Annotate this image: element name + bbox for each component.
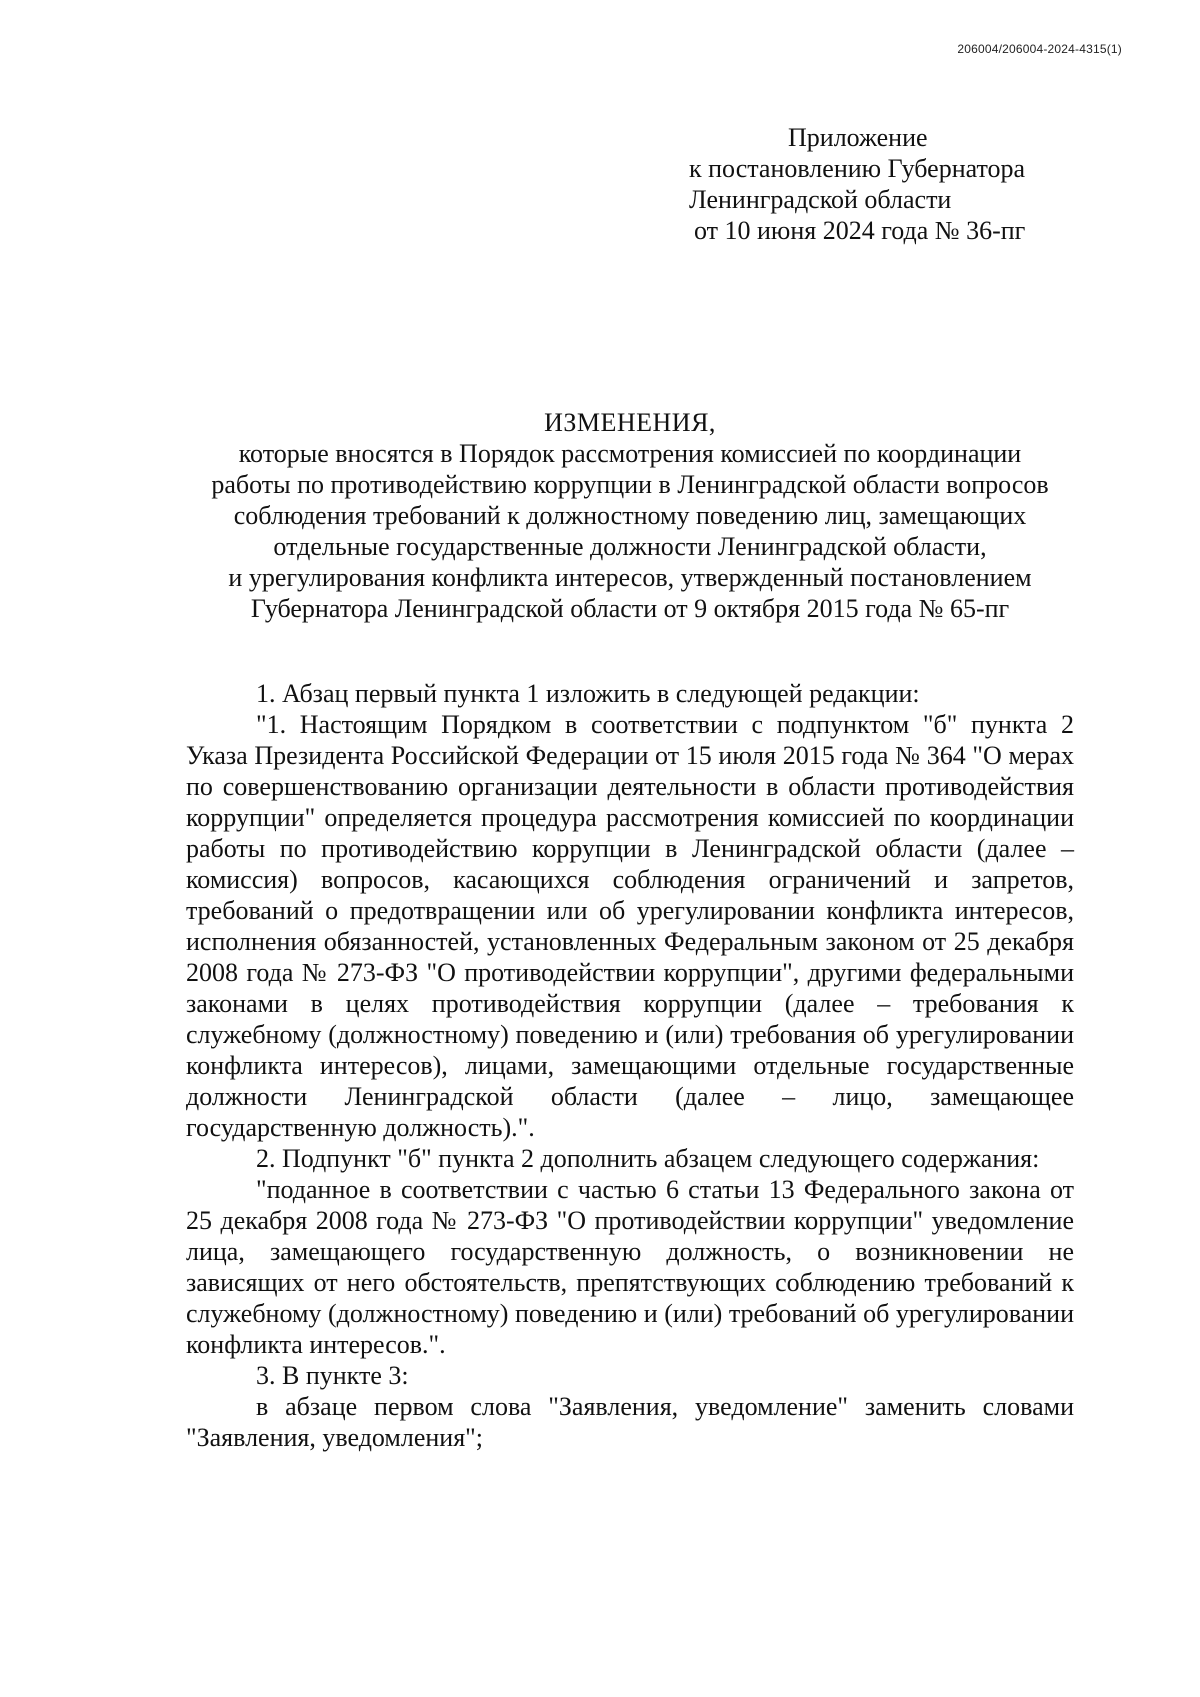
appendix-label: Приложение — [788, 123, 928, 152]
paragraph-item-2: 2. Подпункт "б" пункта 2 дополнить абзацем следующего содержания: — [256, 1144, 1040, 1173]
document-title — [186, 407, 1074, 624]
paragraph-item-2-text: "поданное в соответствии с частью 6 статьи 13 Федерального закона от 25 декабря 2008 года № 273-ФЗ "О противодействии коррупции" уведомление лица, замещающего государственную должность, о возникновении не зависящих от него обстоятельств, препятствующих соблюдению требований к служебному (должностному) поведению и (или) требований об урегулировании конфликта интересов.". — [186, 1175, 1074, 1359]
appendix-header — [689, 122, 1129, 246]
title-line: соблюдения требований к должностному поведению лиц, замещающих — [233, 501, 1027, 530]
paragraph-item-1-text: "1. Настоящим Порядком в соответствии с подпунктом "б" пункта 2 Указа Президента Российской Федерации от 15 июля 2015 года № 364 "О мерах по совершенствованию организации деятельности в области противодействия коррупции" определяется процедура рассмотрения комиссией по координации работы по противодействию коррупции в Ленинградской области (далее – комиссия) вопросов, касающихся соблюдения ограничений и запретов, требований о предотвращении или об урегулировании конфликта интересов, исполнения обязанностей, установленных Федеральным законом от 25 декабря 2008 года № 273-ФЗ "О противодействии коррупции", другими федеральными законами в целях противодействия коррупции (далее – требования к служебному (должностному) поведению и (или) требования об урегулировании конфликта интересов), лицами, замещающими отдельные государственные должности Ленинградской области (далее – лицо, замещающее государственную должность).". — [186, 710, 1074, 1142]
title-line: отдельные государственные должности Ленинградской области, — [273, 532, 987, 561]
paragraph-item-3-text: в абзаце первом слова "Заявления, уведомление" заменить словами "Заявления, уведомления"; — [186, 1392, 1074, 1452]
paragraph-item-3: 3. В пункте 3: — [256, 1361, 409, 1390]
appendix-region: Ленинградской области — [689, 185, 952, 214]
appendix-resolution-ref: к постановлению Губернатора — [689, 154, 1026, 183]
title-line: Губернатора Ленинградской области от 9 октября 2015 года № 65-пг — [250, 594, 1010, 623]
title-line: и урегулирования конфликта интересов, утвержденный постановлением — [228, 563, 1032, 592]
appendix-date-number: от 10 июня 2024 года № 36-пг — [694, 216, 1026, 245]
title-line: которые вносятся в Порядок рассмотрения комиссией по координации — [238, 439, 1022, 468]
title-heading: ИЗМЕНЕНИЯ, — [544, 408, 716, 437]
paragraph-item-1: 1. Абзац первый пункта 1 изложить в следующей редакции: — [256, 679, 920, 708]
document-body — [186, 678, 1074, 1453]
title-line: работы по противодействию коррупции в Ленинградской области вопросов — [211, 470, 1049, 499]
document-registration-number: 206004/206004-2024-4315(1) — [957, 42, 1122, 56]
